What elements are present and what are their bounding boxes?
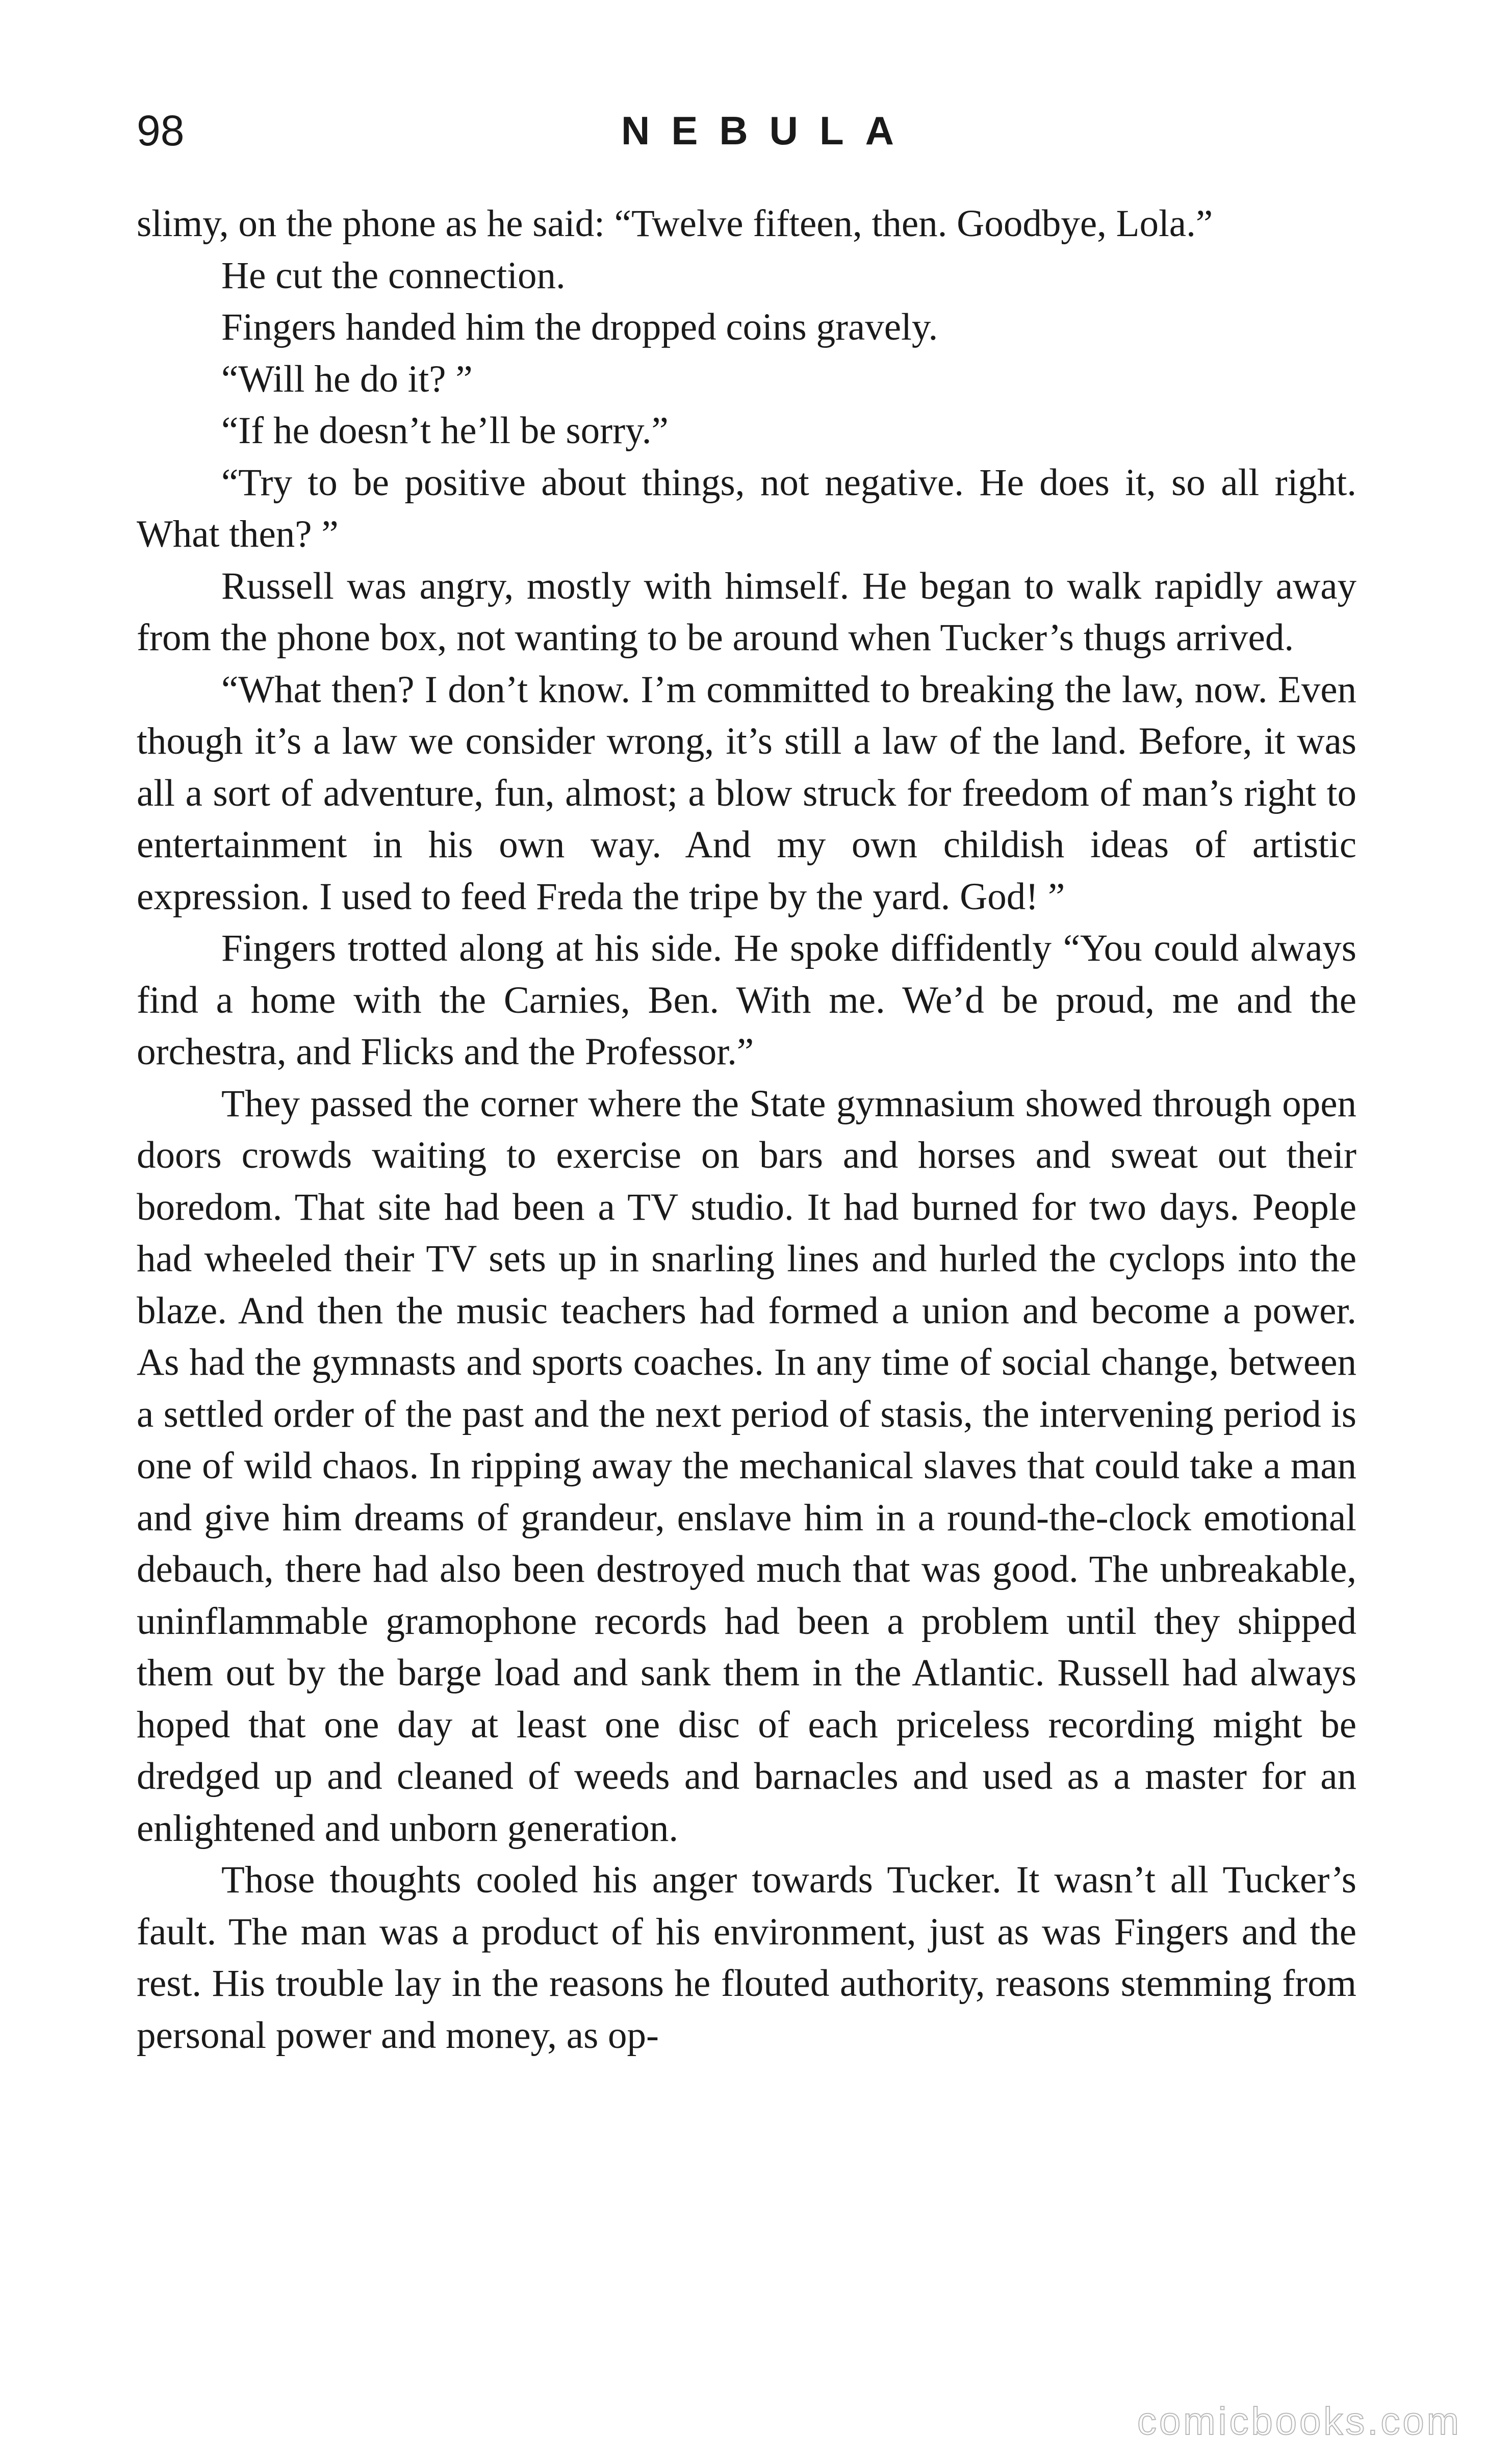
page-number: 98 <box>137 107 185 155</box>
paragraph: Fingers handed him the dropped coins gravely. <box>221 306 938 348</box>
watermark: comicbooks.com <box>1137 2400 1462 2443</box>
page-header <box>137 100 1355 171</box>
paragraph: He cut the connection. <box>221 254 566 297</box>
paragraph: “What then? I don’t know. I’m committed to breaking the law, now. Even though it’s a law we consider wrong, it’s still a law of the land. Before, it was all a sort of adventure, fun, almost; a blow struck for freedom of man’s right to entertainment in his own way. And my own childish ideas of artistic expression. I used to feed Freda the tripe by the yard. God! ” <box>137 668 1356 918</box>
paragraph: They passed the corner where the State gymnasium showed through open doors crowds waiting to exercise on bars and horses and sweat out their boredom. That site had been a TV studio. It had burned for two days. People had wheeled their TV sets up in snarling lines and hurled the cyclops into the blaze. And then the music teachers had formed a union and become a power. As had the gymnasts and sports coaches. In any time of social change, between a settled order of the past and the next period of stasis, the intervening period is one of wild chaos. In ripping away the mechanical slaves that could take a man and give him dreams of grandeur, enslave him in a round-the-clock emotional debauch, there had also been destroyed much that was good. The unbreakable, uninflammable gramophone records had been a problem until they shipped them out by the barge load and sank them in the Atlantic. Russell had always hoped that one day at least one disc of each priceless recording might be dredged up and cleaned of weeds and barnacles and used as a master for an enlightened and unborn generation. <box>137 1082 1356 1850</box>
paragraph: Those thoughts cooled his anger towards Tucker. It wasn’t all Tucker’s fault. The man was a product of his environment, just as was Fingers and the rest. His trouble lay in the reasons he flouted authority, reasons stemming from personal power and money, as op- <box>137 1859 1356 2057</box>
paragraph: Fingers trotted along at his side. He spoke diffidently “You could always find a home with the Carnies, Ben. With me. We’d be proud, me and the orchestra, and Flicks and the Professor.” <box>137 927 1356 1073</box>
paragraph: “Try to be positive about things, not negative. He does it, so all right. What then? ” <box>137 461 1356 555</box>
paragraph: “If he doesn’t he’ll be sorry.” <box>221 409 669 452</box>
paragraph-continued: slimy, on the phone as he said: “Twelve fifteen, then. Goodbye, Lola.” <box>137 202 1213 245</box>
paragraph: Russell was angry, mostly with himself. He began to walk rapidly away from the phone box, not wanting to be around when Tucker’s thugs arrived. <box>137 564 1356 659</box>
running-title: NEBULA <box>621 108 915 153</box>
body-text <box>137 198 1356 2061</box>
paragraph: “Will he do it? ” <box>221 357 473 400</box>
